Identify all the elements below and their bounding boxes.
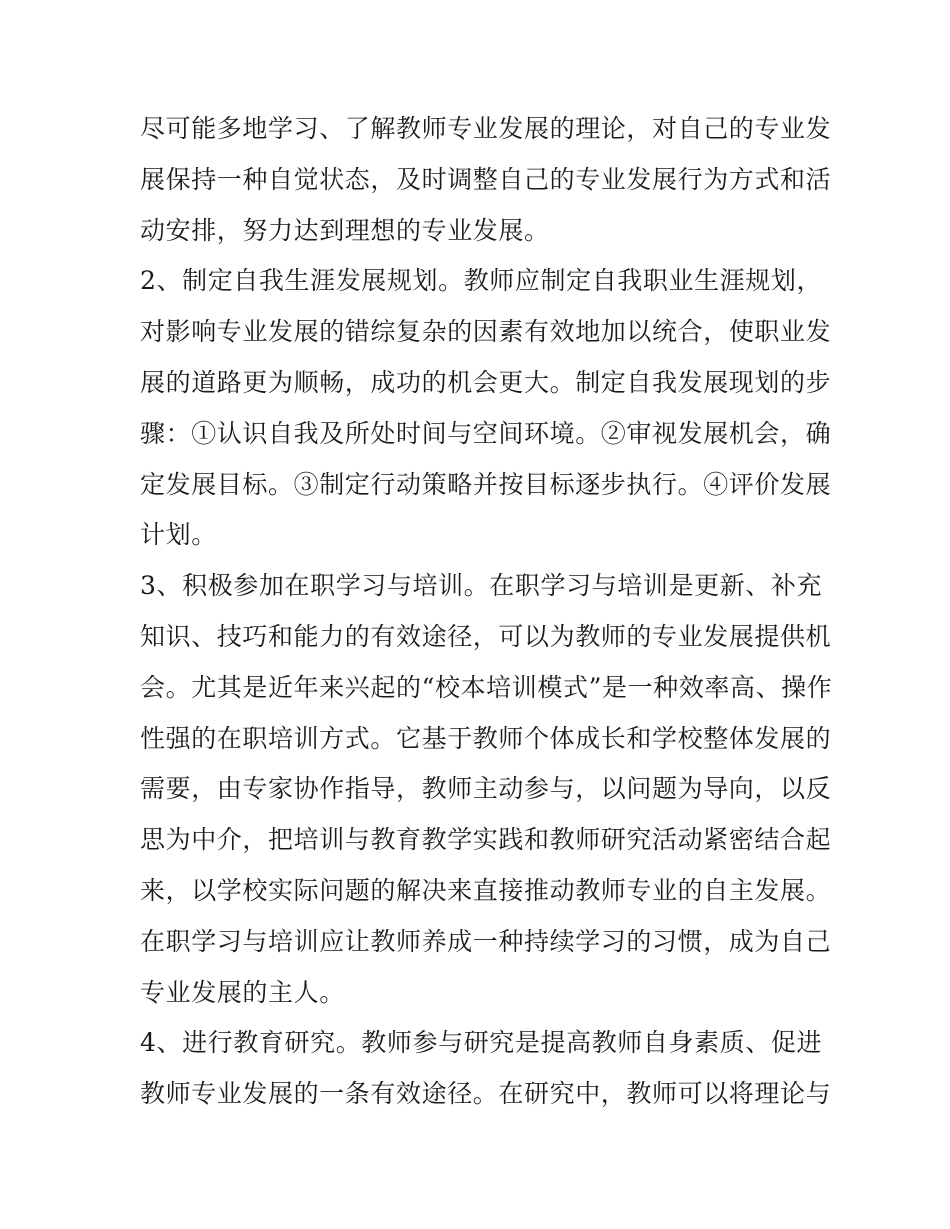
text-line: 需要，由专家协作指导，教师主动参与，以问题为导向，以反 xyxy=(140,774,832,804)
text-line: 对影响专业发展的错综复杂的因素有效地加以统合，使职业发 xyxy=(140,317,832,347)
text-line: 展保持一种自觉状态，及时调整自己的专业发展行为方式和活 xyxy=(140,164,832,194)
text-line: 4、进行教育研究。教师参与研究是提高教师自身素质、促进 xyxy=(140,1028,823,1058)
text-line: 尽可能多地学习、了解教师专业发展的理论，对自己的专业发 xyxy=(140,114,832,143)
text-line: 动安排，努力达到理想的专业发展。 xyxy=(140,215,550,245)
text-line: 展的道路更为顺畅，成功的机会更大。制定自我发展现划的步 xyxy=(140,367,832,397)
text-line: 定发展目标。③制定行动策略并按目标逐步执行。④评价发展 xyxy=(140,469,832,499)
text-line: 思为中介，把培训与教育教学实践和教师研究活动紧密结合起 xyxy=(140,825,832,855)
document-body xyxy=(140,104,833,1120)
text-line: 会。尤其是近年来兴起的“校本培训模式”是一种效率高、操作 xyxy=(140,672,833,702)
text-line: 2、制定自我生涯发展规划。教师应制定自我职业生涯规划， xyxy=(140,266,823,296)
text-line: 性强的在职培训方式。它基于教师个体成长和学校整体发展的 xyxy=(140,723,832,753)
text-line: 骤：①认识自我及所处时间与空间环境。②审视发展机会，确 xyxy=(140,418,832,448)
text-line: 专业发展的主人。 xyxy=(140,977,345,1007)
text-line: 3、积极参加在职学习与培训。在职学习与培训是更新、补充 xyxy=(140,571,823,601)
text-line: 在职学习与培训应让教师养成一种持续学习的习惯，成为自己 xyxy=(140,926,832,956)
text-line: 来，以学校实际问题的解决来直接推动教师专业的自主发展。 xyxy=(140,875,832,905)
text-line: 计划。 xyxy=(140,520,217,550)
text-line: 知识、技巧和能力的有效途径，可以为教师的专业发展提供机 xyxy=(140,621,832,651)
text-line: 教师专业发展的一条有效途径。在研究中，教师可以将理论与 xyxy=(140,1079,832,1109)
